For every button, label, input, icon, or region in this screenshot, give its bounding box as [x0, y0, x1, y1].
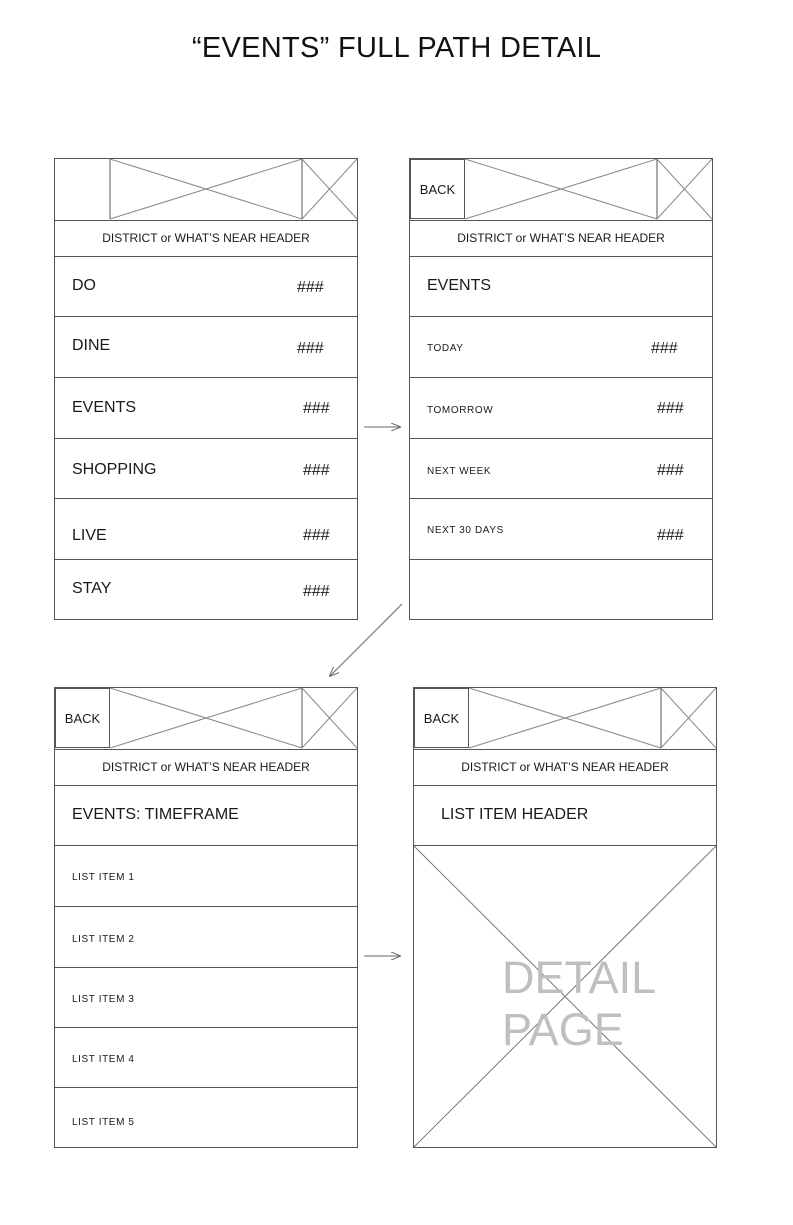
item-count: ### — [303, 400, 330, 417]
detail-label-line1: DETAIL — [502, 952, 657, 1003]
item-count: ### — [297, 340, 324, 357]
item-label: DO — [72, 277, 96, 294]
item-count: ### — [657, 400, 684, 417]
item-label: LIVE — [72, 527, 107, 544]
item-label: STAY — [72, 580, 112, 597]
page-title: “EVENTS” FULL PATH DETAIL — [191, 32, 602, 64]
item-label: LIST ITEM 3 — [72, 994, 135, 1005]
section-title: EVENTS — [427, 277, 492, 294]
item-count: ### — [303, 462, 330, 479]
list-item-header: LIST ITEM HEADER — [441, 806, 589, 823]
item-count: ### — [657, 462, 684, 479]
item-count: ### — [303, 583, 330, 600]
item-label: DINE — [72, 337, 111, 354]
item-count: ### — [297, 279, 324, 296]
arrow-screen2-to-screen3 — [330, 604, 402, 676]
item-label: NEXT WEEK — [427, 466, 492, 477]
back-button[interactable]: BACK — [410, 159, 465, 219]
district-header: DISTRICT or WHAT’S NEAR HEADER — [55, 749, 357, 786]
item-count: ### — [303, 527, 330, 544]
item-count: ### — [657, 527, 684, 544]
item-label: NEXT 30 DAYS — [427, 525, 504, 536]
item-count: ### — [651, 340, 678, 357]
item-label: EVENTS — [72, 399, 137, 416]
item-label: SHOPPING — [72, 461, 157, 478]
detail-label-line2: PAGE — [502, 1004, 624, 1055]
item-label: LIST ITEM 4 — [72, 1054, 135, 1065]
district-header: DISTRICT or WHAT’S NEAR HEADER — [414, 749, 716, 786]
item-label: TOMORROW — [427, 405, 494, 416]
item-label: LIST ITEM 2 — [72, 934, 135, 945]
district-header: DISTRICT or WHAT’S NEAR HEADER — [410, 220, 712, 257]
item-label: LIST ITEM 5 — [72, 1117, 135, 1128]
item-label: LIST ITEM 1 — [72, 872, 135, 883]
item-label: TODAY — [427, 343, 464, 354]
section-title: EVENTS: TIMEFRAME — [72, 806, 239, 823]
back-button[interactable]: BACK — [414, 688, 469, 748]
district-header: DISTRICT or WHAT’S NEAR HEADER — [55, 220, 357, 257]
back-button[interactable]: BACK — [55, 688, 110, 748]
